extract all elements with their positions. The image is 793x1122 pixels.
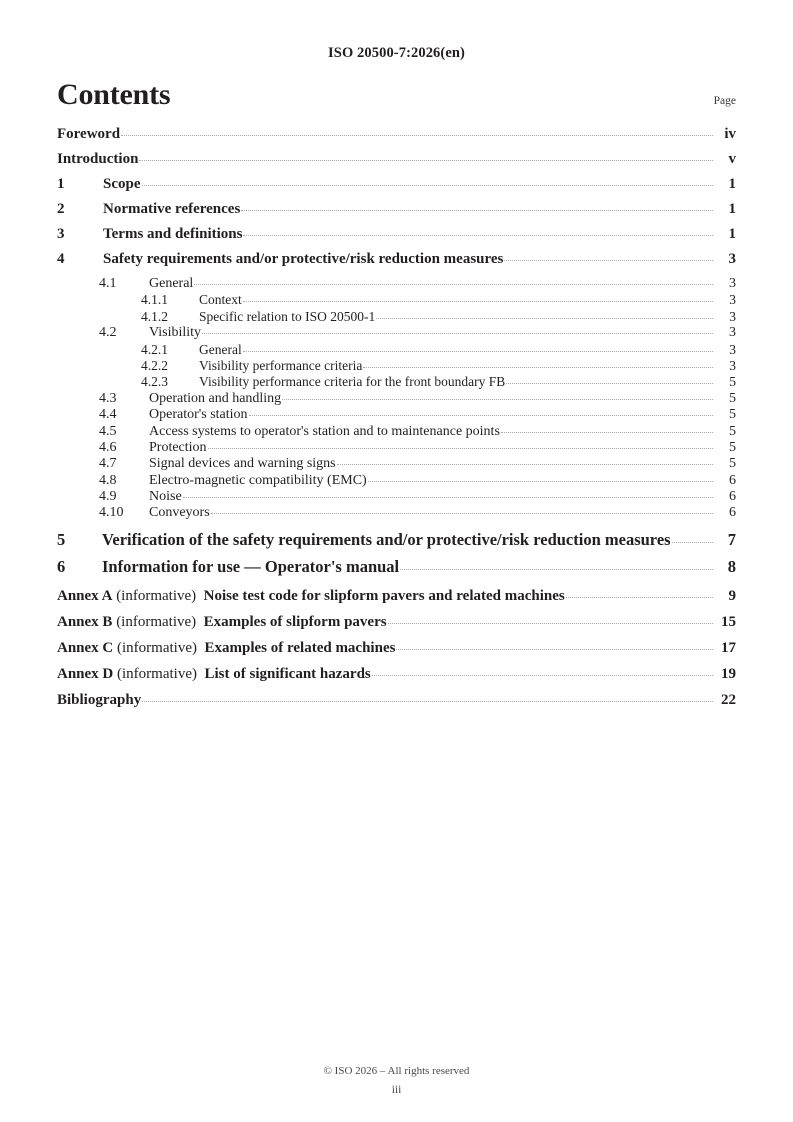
- page-title: Contents: [57, 78, 171, 111]
- toc-entry-label: List of significant hazards: [204, 665, 371, 682]
- toc-entry-subclause-4-10[interactable]: [57, 505, 736, 521]
- toc-entry-page: 6: [729, 489, 736, 505]
- toc-entry-number: 4.2.3: [141, 374, 168, 390]
- toc-entry-subclause-4-1[interactable]: [57, 276, 736, 292]
- dot-leader: [139, 160, 713, 161]
- toc-entry-page: 1: [728, 201, 736, 217]
- dot-leader: [376, 318, 713, 319]
- toc-entry-label: General: [199, 341, 242, 357]
- toc-entry-number: 1: [57, 176, 65, 192]
- toc-entry-annex-name: Annex A: [57, 587, 113, 604]
- footer-copyright: © ISO 2026 – All rights reserved: [323, 1065, 470, 1077]
- toc-entry-label: Terms and definitions: [103, 226, 243, 242]
- dot-leader: [243, 235, 713, 236]
- toc-entry-annex-name: Annex D: [57, 665, 114, 682]
- toc-entry-number: 4.4: [99, 407, 117, 423]
- toc-entry-bibliography[interactable]: [57, 692, 736, 718]
- toc-entry-label: Scope: [103, 176, 141, 192]
- toc-entry-page: 6: [729, 505, 736, 521]
- section-spacer: [57, 522, 736, 530]
- dot-leader: [566, 597, 713, 598]
- toc-entry-subclause-4-1-1[interactable]: [57, 292, 736, 308]
- toc-entry-page: 17: [721, 639, 736, 656]
- toc-entry-label: Foreword: [57, 126, 121, 142]
- document-header-reference: ISO 20500-7:2026(en): [328, 45, 465, 61]
- toc-entry-number: 4.3: [99, 390, 117, 406]
- toc-entry-number: 4.6: [99, 439, 117, 455]
- toc-entry-subclause-4-2-3[interactable]: [57, 374, 736, 390]
- dot-leader: [372, 675, 713, 676]
- toc-entry-number: 4.1.1: [141, 292, 168, 308]
- toc-entry-label: Visibility performance criteria: [199, 357, 363, 373]
- toc-entry-page: 8: [727, 556, 736, 576]
- toc-entry-clause-5[interactable]: [57, 530, 736, 557]
- toc-entry-annex-kind: (informative): [113, 665, 205, 682]
- toc-entry-number: 4.1: [99, 276, 117, 291]
- toc-entry-number: 4.2.2: [141, 357, 168, 373]
- contents-title-row: [57, 80, 736, 110]
- toc-entry-page: 5: [729, 439, 736, 455]
- toc-entry-number: 4.2.1: [141, 341, 168, 357]
- toc-entry-label: Operator's station: [149, 407, 248, 423]
- toc-entry-page: 9: [728, 587, 736, 604]
- toc-entry-number: 4.8: [99, 472, 117, 488]
- table-of-contents: [57, 126, 736, 718]
- toc-entry-number: 5: [57, 529, 66, 549]
- toc-entry-annex-b[interactable]: [57, 614, 736, 640]
- toc-entry-page: 3: [729, 341, 736, 357]
- toc-entry-subclause-4-2[interactable]: [57, 325, 736, 341]
- toc-entry-annex-kind: (informative): [112, 613, 204, 630]
- toc-entry-subclause-4-3[interactable]: [57, 391, 736, 407]
- toc-entry-page: 1: [728, 226, 736, 242]
- toc-entry-page: 19: [721, 665, 736, 682]
- toc-entry-subclause-4-9[interactable]: [57, 489, 736, 505]
- toc-entry-label: Signal devices and warning signs: [149, 456, 336, 472]
- dot-leader: [183, 497, 713, 498]
- dot-leader: [368, 481, 713, 482]
- toc-entry-annex-name: Annex C: [57, 639, 114, 656]
- dot-leader: [208, 448, 713, 449]
- dot-leader: [400, 569, 713, 570]
- toc-entry-label: Examples of related machines: [204, 639, 396, 656]
- toc-entry-label: Examples of slipform pavers: [203, 613, 387, 630]
- toc-entry-page: 3: [728, 251, 736, 267]
- toc-entry-label: Context: [199, 292, 242, 308]
- toc-entry-page: 7: [727, 529, 736, 549]
- toc-entry-page: 3: [729, 276, 736, 291]
- toc-entry-page: v: [728, 151, 736, 167]
- toc-entry-label: Safety requirements and/or protective/risk reduction measures: [103, 251, 504, 267]
- toc-entry-label: Noise test code for slipform pavers and related machines: [203, 587, 565, 604]
- toc-entry-label: General: [149, 276, 194, 291]
- toc-entry-label: Information for use — Operator's manual: [102, 556, 400, 576]
- toc-entry-label: Conveyors: [149, 505, 210, 521]
- toc-entry-label: Bibliography: [57, 691, 142, 708]
- toc-entry-page: iv: [724, 126, 736, 142]
- toc-entry-annex-c[interactable]: [57, 640, 736, 666]
- toc-entry-subclause-4-4[interactable]: [57, 407, 736, 423]
- dot-leader: [672, 542, 713, 543]
- toc-entry-clause-3[interactable]: [57, 226, 736, 251]
- dot-leader: [194, 284, 713, 285]
- dot-leader: [506, 383, 713, 384]
- dot-leader: [121, 135, 713, 136]
- toc-entry-page: 22: [721, 691, 736, 708]
- toc-entry-number: 2: [57, 201, 65, 217]
- toc-entry-page: 5: [729, 390, 736, 406]
- toc-entry-page: 3: [729, 325, 736, 341]
- toc-entry-page: 1: [728, 176, 736, 192]
- page-column-header: Page: [713, 95, 736, 107]
- dot-leader: [142, 701, 713, 702]
- toc-entry-clause-2[interactable]: [57, 201, 736, 226]
- toc-entry-subclause-4-7[interactable]: [57, 456, 736, 472]
- toc-entry-page: 3: [729, 308, 736, 324]
- toc-entry-label: Protection: [149, 439, 207, 455]
- toc-entry-page: 3: [729, 357, 736, 373]
- toc-entry-label: Introduction: [57, 151, 139, 167]
- toc-entry-page: 5: [729, 374, 736, 390]
- toc-entry-label: Access systems to operator's station and to maintenance points: [149, 423, 500, 439]
- dot-leader: [142, 185, 714, 186]
- toc-entry-subclause-4-2-2[interactable]: [57, 358, 736, 374]
- toc-entry-clause-6[interactable]: [57, 557, 736, 584]
- dot-leader: [282, 399, 713, 400]
- toc-entry-annex-d[interactable]: [57, 666, 736, 692]
- toc-entry-annex-kind: (informative): [113, 639, 205, 656]
- toc-entry-subclause-4-1-2[interactable]: [57, 309, 736, 325]
- dot-leader: [202, 333, 713, 334]
- toc-entry-subclause-4-5[interactable]: [57, 424, 736, 440]
- toc-entry-number: 4.2: [99, 325, 117, 341]
- toc-entry-page: 5: [729, 407, 736, 423]
- toc-entry-number: 3: [57, 226, 65, 242]
- toc-entry-annex-name: Annex B: [57, 613, 113, 630]
- toc-entry-subclause-4-6[interactable]: [57, 440, 736, 456]
- toc-entry-number: 4.9: [99, 489, 117, 505]
- toc-entry-annex-a[interactable]: [57, 588, 736, 614]
- toc-entry-number: 6: [57, 556, 66, 576]
- toc-entry-page: 3: [729, 292, 736, 308]
- toc-entry-page: 5: [729, 423, 736, 439]
- toc-entry-label: Visibility performance criteria for the front boundary FB: [199, 374, 506, 390]
- toc-entry-number: 4: [57, 251, 65, 267]
- toc-entry-annex-kind: (informative): [112, 587, 204, 604]
- dot-leader: [501, 432, 713, 433]
- toc-entry-label: Specific relation to ISO 20500-1: [199, 308, 376, 324]
- toc-entry-subclause-4-2-1[interactable]: [57, 342, 736, 358]
- toc-entry-number: 4.7: [99, 456, 117, 472]
- toc-entry-page: 15: [721, 613, 736, 630]
- dot-leader: [211, 513, 713, 514]
- toc-entry-number: 4.5: [99, 423, 117, 439]
- toc-entry-page: 5: [729, 456, 736, 472]
- dot-leader: [249, 415, 713, 416]
- footer-page-number: iii: [391, 1084, 402, 1096]
- dot-leader: [504, 260, 713, 261]
- toc-entry-clause-1[interactable]: [57, 176, 736, 201]
- dot-leader: [396, 649, 713, 650]
- toc-entry-clause-4[interactable]: [57, 251, 736, 276]
- toc-entry-label: Operation and handling: [149, 390, 282, 406]
- dot-leader: [243, 301, 713, 302]
- dot-leader: [388, 623, 713, 624]
- toc-entry-number: 4.10: [99, 505, 124, 521]
- toc-entry-foreword[interactable]: [57, 126, 736, 151]
- dot-leader: [243, 351, 713, 352]
- toc-entry-subclause-4-8[interactable]: [57, 473, 736, 489]
- toc-entry-label: Noise: [149, 489, 182, 505]
- toc-entry-page: 6: [729, 472, 736, 488]
- toc-entry-label: Electro-magnetic compatibility (EMC): [149, 472, 367, 488]
- toc-entry-label: Normative references: [103, 201, 241, 217]
- dot-leader: [241, 210, 713, 211]
- toc-entry-label: Verification of the safety requirements and/or protective/risk reduction measures: [102, 529, 671, 549]
- toc-entry-introduction[interactable]: [57, 151, 736, 176]
- dot-leader: [337, 464, 713, 465]
- toc-entry-number: 4.1.2: [141, 308, 168, 324]
- toc-entry-label: Visibility: [149, 325, 202, 341]
- dot-leader: [363, 367, 713, 368]
